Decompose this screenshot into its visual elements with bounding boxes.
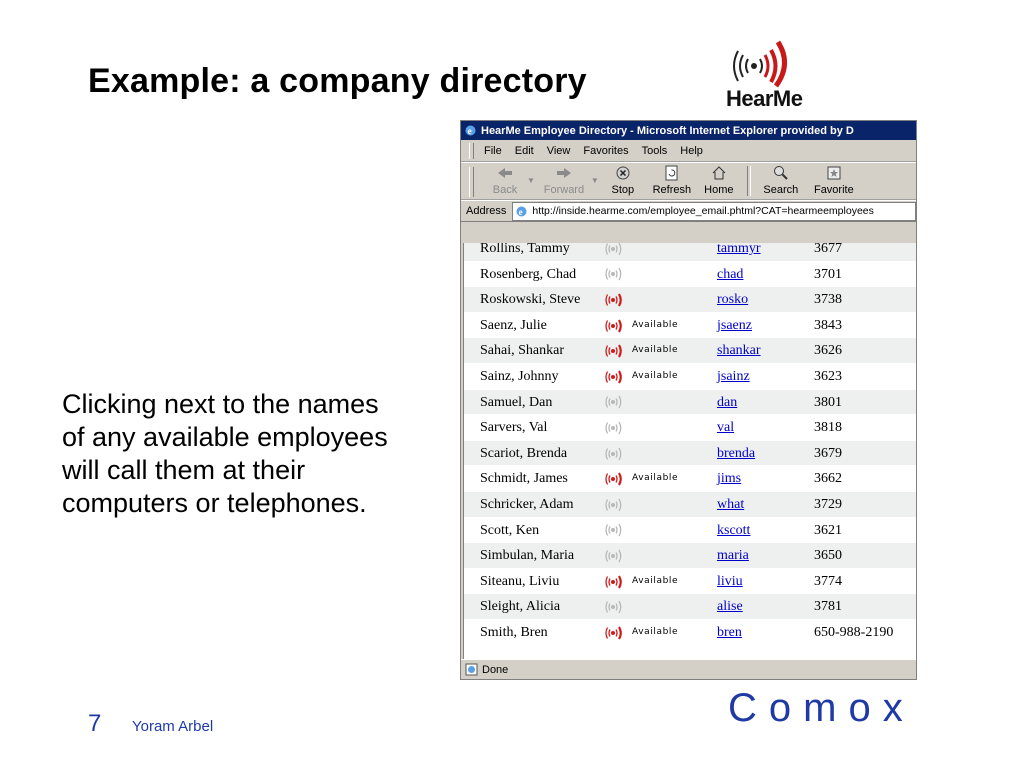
author-name: Yoram Arbel <box>132 718 214 735</box>
email-link[interactable]: rosko <box>717 292 749 308</box>
logo-text: HearMe <box>726 86 803 111</box>
back-label: Back <box>492 184 518 196</box>
table-row <box>464 518 917 544</box>
toolbar-separator <box>747 166 751 196</box>
email-cell <box>717 287 748 313</box>
stop-button[interactable] <box>605 163 641 199</box>
refresh-label: Refresh <box>652 184 692 196</box>
email-cell <box>717 492 744 518</box>
email-link[interactable]: dan <box>717 394 738 410</box>
menu-tools[interactable]: Tools <box>641 144 668 157</box>
employee-name: Scariot, Brenda <box>480 445 568 461</box>
brand-name: Comox <box>728 686 915 730</box>
forward-dropdown-icon[interactable]: ▼ <box>590 176 599 185</box>
svg-text:e: e <box>518 206 523 217</box>
availability-status: Available <box>632 575 679 586</box>
availability-status: Available <box>632 371 679 381</box>
availability-status: Available <box>632 627 679 637</box>
browser-window <box>460 120 917 680</box>
back-arrow-icon <box>497 165 513 181</box>
menu-file[interactable]: File <box>484 144 502 157</box>
forward-button[interactable] <box>541 163 587 199</box>
availability-status: Available <box>632 319 679 330</box>
browser-title: HearMe Employee Directory - Microsoft Internet Explorer provided by D <box>481 124 854 137</box>
directory-table <box>463 243 917 661</box>
table-row <box>464 262 917 288</box>
page-icon <box>515 205 528 218</box>
call-unavailable-icon[interactable] <box>604 492 624 518</box>
email-link[interactable]: val <box>717 420 735 436</box>
address-label: Address <box>466 205 507 217</box>
table-row <box>464 415 917 441</box>
phone-extension: 3701 <box>814 266 842 282</box>
email-link[interactable]: chad <box>717 266 744 282</box>
employee-name: Sahai, Shankar <box>480 343 564 359</box>
email-cell <box>717 338 761 364</box>
forward-label: Forward <box>543 184 585 196</box>
employee-name: Rollins, Tammy <box>480 243 570 256</box>
employee-name: Smith, Bren <box>480 625 548 640</box>
table-row <box>464 466 917 492</box>
email-link[interactable]: what <box>717 497 745 512</box>
email-link[interactable]: brenda <box>717 445 756 461</box>
phone-extension: 3679 <box>814 445 842 461</box>
call-unavailable-icon[interactable] <box>604 243 624 262</box>
email-cell <box>717 543 749 569</box>
table-row <box>464 492 917 518</box>
menu-view[interactable]: View <box>546 144 571 157</box>
phone-extension: 3729 <box>814 497 842 512</box>
email-link[interactable]: bren <box>717 625 742 640</box>
ie-logo-icon <box>464 124 477 137</box>
email-cell <box>717 243 761 262</box>
employee-name: Sarvers, Val <box>480 420 548 436</box>
stop-label: Stop <box>611 184 635 196</box>
email-cell <box>717 441 755 467</box>
call-unavailable-icon[interactable] <box>604 441 624 467</box>
table-row <box>464 390 917 416</box>
phone-extension: 3781 <box>814 599 842 615</box>
email-link[interactable]: kscott <box>717 522 751 538</box>
email-link[interactable]: shankar <box>717 343 761 359</box>
status-text: Done <box>482 663 509 676</box>
table-row <box>464 338 917 364</box>
refresh-button[interactable] <box>649 163 695 199</box>
email-cell <box>717 466 741 492</box>
email-cell <box>717 262 743 288</box>
employee-name: Schmidt, James <box>480 471 568 487</box>
phone-extension: 3621 <box>814 522 842 538</box>
toolbar-grip[interactable] <box>469 167 474 197</box>
employee-name: Sleight, Alicia <box>480 599 561 615</box>
email-link[interactable]: alise <box>717 599 743 615</box>
call-available-icon[interactable] <box>604 620 624 646</box>
call-available-icon[interactable] <box>604 466 624 492</box>
search-label: Search <box>763 184 799 196</box>
call-unavailable-icon[interactable] <box>604 415 624 441</box>
employee-name: Sainz, Johnny <box>480 369 559 384</box>
availability-status: Available <box>632 473 679 484</box>
call-unavailable-icon[interactable] <box>604 262 624 288</box>
table-row <box>464 620 917 646</box>
email-cell <box>717 415 734 441</box>
favorites-button[interactable] <box>811 163 857 199</box>
table-row <box>464 364 917 390</box>
email-cell <box>717 620 742 646</box>
address-bar <box>461 200 916 222</box>
employee-name: Simbulan, Maria <box>480 548 575 564</box>
employee-name: Scott, Ken <box>480 522 540 538</box>
phone-extension: 3738 <box>814 292 842 308</box>
call-available-icon[interactable] <box>604 287 624 313</box>
home-icon <box>711 165 727 181</box>
favorites-icon <box>826 165 842 181</box>
menu-bar <box>461 140 916 162</box>
hearme-logo <box>718 36 818 112</box>
email-link[interactable]: jsaenz <box>717 317 752 333</box>
status-page-icon <box>465 663 478 676</box>
employee-name: Rosenberg, Chad <box>480 266 577 282</box>
menu-edit[interactable]: Edit <box>514 144 534 157</box>
email-link[interactable]: jsainz <box>717 369 750 384</box>
employee-name: Samuel, Dan <box>480 394 553 410</box>
email-cell <box>717 364 750 390</box>
employee-name: Roskowski, Steve <box>480 292 581 308</box>
email-cell <box>717 518 750 544</box>
forward-arrow-icon <box>556 165 572 181</box>
hearme-waves-icon <box>718 36 818 88</box>
call-available-icon[interactable] <box>604 338 624 364</box>
table-row <box>464 569 917 595</box>
phone-extension: 3662 <box>814 471 842 487</box>
refresh-icon <box>665 165 679 181</box>
table-row <box>464 594 917 620</box>
phone-extension: 3677 <box>814 243 842 256</box>
svg-text:e: e <box>467 126 472 136</box>
toolbar <box>461 162 916 200</box>
table-row <box>464 441 917 467</box>
page-number: 7 <box>88 710 102 737</box>
address-url: http://inside.hearme.com/employee_email.phtml?CAT=hearmeemployees <box>532 205 874 217</box>
address-input[interactable] <box>512 202 916 221</box>
call-unavailable-icon[interactable] <box>604 594 624 620</box>
phone-extension: 3650 <box>814 548 842 564</box>
email-link[interactable]: liviu <box>717 573 743 589</box>
menu-favorites[interactable]: Favorites <box>583 144 629 157</box>
stop-icon <box>616 165 630 181</box>
home-label: Home <box>704 184 734 196</box>
browser-titlebar <box>461 121 916 140</box>
call-unavailable-icon[interactable] <box>604 390 624 416</box>
email-cell <box>717 313 752 339</box>
email-link[interactable]: tammyr <box>717 243 761 256</box>
favorites-label: Favorite <box>813 184 854 196</box>
menu-help[interactable]: Help <box>680 144 703 157</box>
phone-extension: 3843 <box>814 317 842 333</box>
menu-grip[interactable] <box>469 143 474 159</box>
employee-name: Saenz, Julie <box>480 317 547 333</box>
phone-extension: 3626 <box>814 343 842 359</box>
table-row <box>464 287 917 313</box>
email-link[interactable]: maria <box>717 548 749 564</box>
slide-title: Example: a company directory <box>88 62 587 100</box>
back-button[interactable] <box>487 163 523 199</box>
slide-body-text: Clicking next to the names of any available employees will call them at their computers or telephones. <box>62 389 388 518</box>
employee-name: Schricker, Adam <box>480 497 574 512</box>
phone-extension: 3774 <box>814 573 842 589</box>
table-row <box>464 313 917 339</box>
call-available-icon[interactable] <box>604 364 624 390</box>
email-cell <box>717 390 737 416</box>
search-icon <box>773 165 789 181</box>
status-bar <box>461 659 917 679</box>
email-link[interactable]: jims <box>717 471 742 487</box>
availability-status: Available <box>632 345 679 356</box>
table-row <box>464 543 917 569</box>
call-unavailable-icon[interactable] <box>604 518 624 544</box>
table-row <box>464 243 917 262</box>
email-cell <box>717 569 743 595</box>
phone-extension: 650-988-2190 <box>814 625 894 640</box>
email-cell <box>717 594 743 620</box>
call-available-icon[interactable] <box>604 313 624 339</box>
home-button[interactable] <box>699 163 739 199</box>
back-dropdown-icon[interactable]: ▼ <box>527 176 535 185</box>
call-available-icon[interactable] <box>604 569 624 595</box>
call-unavailable-icon[interactable] <box>604 543 624 569</box>
search-button[interactable] <box>759 163 803 199</box>
phone-extension: 3623 <box>814 369 842 384</box>
phone-extension: 3801 <box>814 394 842 410</box>
phone-extension: 3818 <box>814 420 842 436</box>
employee-name: Siteanu, Liviu <box>480 573 560 589</box>
